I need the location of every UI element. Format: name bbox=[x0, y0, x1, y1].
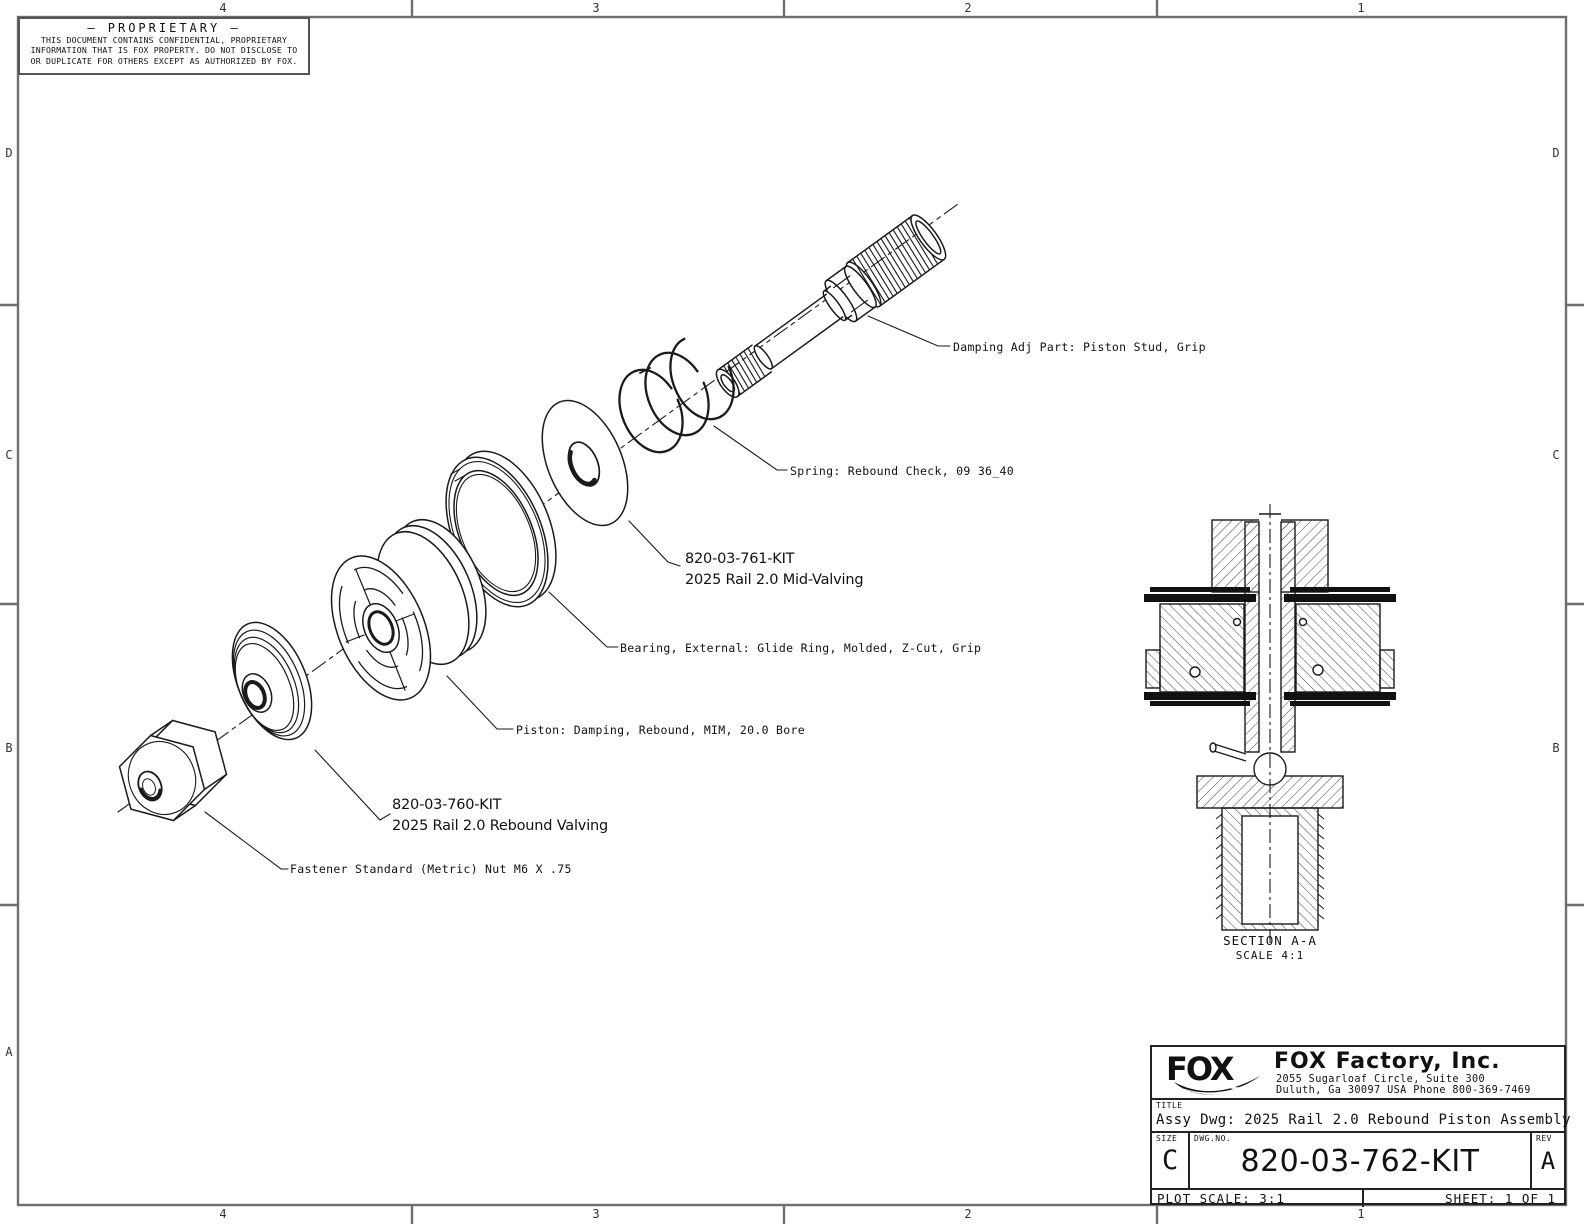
zone-col-3-bottom: 3 bbox=[592, 1207, 600, 1221]
callout-piston-stud: Damping Adj Part: Piston Stud, Grip bbox=[953, 340, 1206, 354]
section-label: SECTION A-A bbox=[1223, 933, 1317, 948]
company-address-line-1: 2055 Sugarloaf Circle, Suite 300 bbox=[1276, 1074, 1486, 1085]
zone-row-c-left: C bbox=[5, 448, 13, 462]
title-block-title-row bbox=[1152, 1100, 1571, 1133]
zone-row-c-right: C bbox=[1552, 448, 1560, 462]
company-name: FOX Factory, Inc. bbox=[1274, 1049, 1501, 1074]
proprietary-line-2: INFORMATION THAT IS FOX PROPERTY. DO NOT DISCLOSE TO bbox=[30, 45, 298, 56]
zone-col-3-top: 3 bbox=[592, 1, 600, 15]
piston-stud-part bbox=[706, 211, 951, 410]
zone-col-4-top: 4 bbox=[219, 1, 227, 15]
fox-logo bbox=[1164, 1050, 1268, 1096]
zone-row-a-left: A bbox=[5, 1045, 13, 1059]
callout-leader-lines bbox=[205, 316, 950, 869]
zone-col-1-top: 1 bbox=[1357, 1, 1365, 15]
rebound-valving-description: 2025 Rail 2.0 Rebound Valving bbox=[392, 818, 609, 834]
rev-cell bbox=[1532, 1133, 1564, 1188]
mid-valving-description: 2025 Rail 2.0 Mid-Valving bbox=[685, 572, 864, 588]
callout-rebound-valving-kit bbox=[392, 795, 608, 837]
section-view-drawing bbox=[1144, 504, 1396, 946]
title-label: TITLE bbox=[1156, 1101, 1183, 1110]
title-block-plot-row bbox=[1152, 1190, 1564, 1207]
zone-col-1-bottom: 1 bbox=[1357, 1207, 1365, 1221]
title-block bbox=[1150, 1045, 1571, 1206]
plot-scale: PLOT SCALE: 3:1 bbox=[1157, 1191, 1285, 1206]
size-value: C bbox=[1162, 1145, 1179, 1176]
rev-value: A bbox=[1540, 1147, 1556, 1175]
title-block-size-row bbox=[1152, 1133, 1564, 1190]
section-view-caption bbox=[1195, 933, 1345, 962]
callout-piston: Piston: Damping, Rebound, MIM, 20.0 Bore bbox=[516, 723, 805, 737]
proprietary-notice bbox=[18, 17, 310, 75]
rev-label: REV bbox=[1536, 1134, 1552, 1143]
mid-valving-part-number: 820-03-761-KIT bbox=[685, 551, 795, 567]
dwg-no-cell bbox=[1190, 1133, 1532, 1188]
zone-row-d-left: D bbox=[5, 146, 13, 160]
proprietary-heading: — PROPRIETARY — bbox=[87, 21, 241, 35]
svg-text:FOX: FOX bbox=[1166, 1050, 1233, 1088]
spring-part bbox=[608, 327, 746, 462]
zone-row-b-right: B bbox=[1552, 741, 1560, 755]
shim-stack-part bbox=[216, 611, 327, 752]
rebound-valving-part-number: 820-03-760-KIT bbox=[392, 797, 502, 813]
sheet-number: SHEET: 1 OF 1 bbox=[1445, 1191, 1556, 1206]
proprietary-line-3: OR DUPLICATE FOR OTHERS EXCEPT AS AUTHORIZED BY FOX. bbox=[30, 55, 298, 66]
zone-row-d-right: D bbox=[1552, 146, 1560, 160]
title-block-company-row bbox=[1152, 1047, 1564, 1100]
drawing-title: Assy Dwg: 2025 Rail 2.0 Rebound Piston Assembly bbox=[1156, 1112, 1571, 1128]
callout-bearing: Bearing, External: Glide Ring, Molded, Z-Cut, Grip bbox=[620, 641, 982, 655]
hex-nut-part bbox=[117, 721, 226, 825]
company-address-line-2: Duluth, Ga 30097 USA Phone 800-369-7469 bbox=[1276, 1085, 1531, 1096]
section-scale: SCALE 4:1 bbox=[1235, 949, 1305, 962]
zone-col-4-bottom: 4 bbox=[219, 1207, 227, 1221]
dwg-no-label: DWG.NO. bbox=[1194, 1134, 1232, 1143]
callout-spring: Spring: Rebound Check, 09 36_40 bbox=[790, 464, 1014, 478]
zone-col-2-bottom: 2 bbox=[964, 1207, 972, 1221]
exploded-view-drawing bbox=[117, 204, 958, 869]
callout-mid-valving-kit bbox=[685, 549, 863, 591]
proprietary-line-1: THIS DOCUMENT CONTAINS CONFIDENTIAL, PROPRIETARY bbox=[40, 35, 288, 45]
zone-col-2-top: 2 bbox=[964, 1, 972, 15]
callout-fastener: Fastener Standard (Metric) Nut M6 X .75 bbox=[290, 862, 572, 876]
plot-row-divider bbox=[1362, 1190, 1364, 1207]
size-label: SIZE bbox=[1156, 1134, 1178, 1143]
dwg-no-value: 820-03-762-KIT bbox=[1240, 1144, 1480, 1179]
size-cell bbox=[1152, 1133, 1190, 1188]
zone-row-b-left: B bbox=[5, 741, 13, 755]
